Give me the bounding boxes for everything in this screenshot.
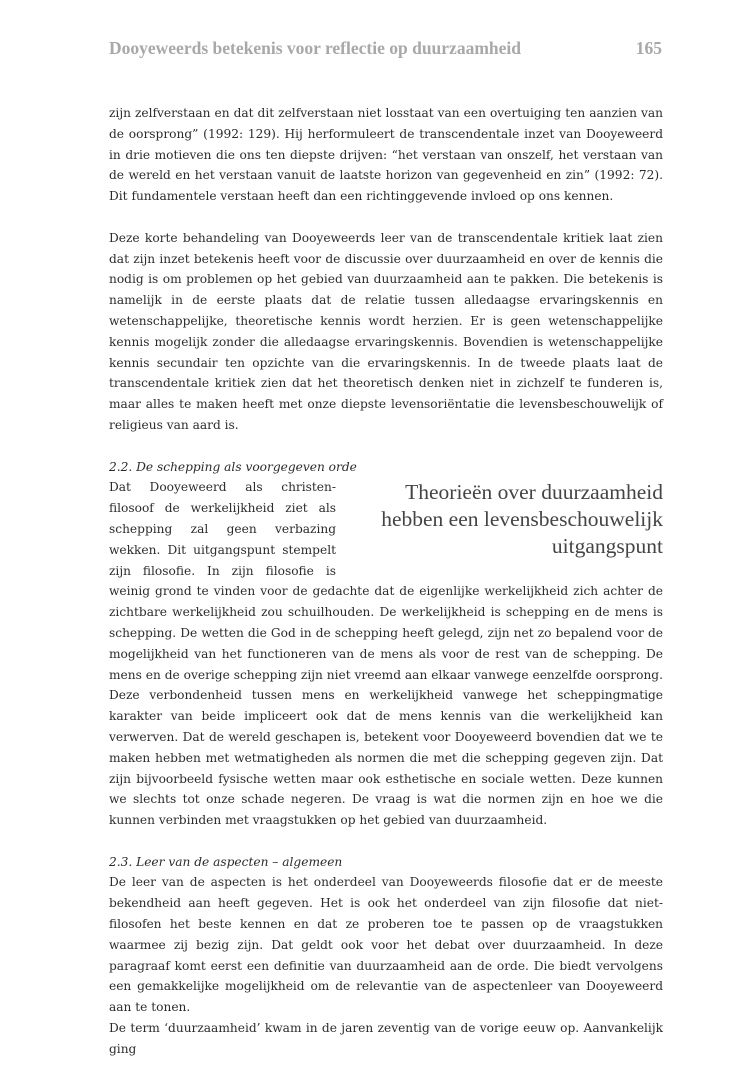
running-title: Dooyeweerds betekenis voor reflectie op duurzaamheid <box>109 38 522 58</box>
section-2-2-block <box>109 477 663 831</box>
pull-quote: Theorieën over duurzaamheid hebben een levensbeschouwelijk uitgangspunt <box>381 480 663 559</box>
section-heading-2-2: 2.2. De schepping als voorgegeven orde <box>109 459 357 474</box>
page-number: 165 <box>635 38 662 58</box>
section-heading-2-3: 2.3. Leer van de aspecten – algemeen <box>109 854 343 869</box>
paragraph-3: Dat Dooyeweerd als christen-filosoof de werkelijkheid ziet als schepping zal geen verbazing wekken. Dit uitgangspunt stempelt zijn filosofie. In zijn filosofie is weinig grond te vinden voor de gedachte dat de eigenlijke werkelijkheid zich achter de zichtbare werkelijkheid zou schuilhouden. De werkelijkheid is schepping en de mens is schepping. De wetten die God in de schepping heeft gelegd, zijn net zo bepalend voor de mogelijkheid van het functioneren van de mens als voor de rest van de schepping. De mens en de overige schepping zijn niet vreemd aan elkaar vanwege eenzelfde oorsprong. Deze verbondenheid tussen mens en werkelijkheid vanwege het scheppingmatige karakter van beide impliceert ook dat de mens kennis van die werkelijkheid kan verwerven. Dat de wereld geschapen is, betekent voor Dooyeweerd bovendien dat we te maken hebben met wetmatigheden als normen die met die schepping gegeven zijn. Dat zijn bijvoorbeeld fysische wetten maar ook esthetische en sociale wetten. Deze kunnen we slechts tot onze schade negeren. De vraag is wat die normen zijn en hoe we die kunnen verbinden met vraagstukken op het gebied van duurzaamheid. <box>109 480 663 828</box>
running-header <box>109 38 662 64</box>
paragraph-2: Deze korte behandeling van Dooyeweerds leer van de transcendentale kritiek laat zien dat zijn inzet betekenis heeft voor de discussie over duurzaamheid en over de kennis die nodig is om problemen op het gebied van duurzaamheid aan te pakken. Die betekenis is namelijk in de eerste plaats dat de relatie tussen alledaagse ervaringskennis en wetenschappelijke, theoretische kennis wordt herzien. Er is geen wetenschappelijke kennis mogelijk zonder die alledaagse ervaringskennis. Bovendien is wetenschappelijke kennis secundair ten opzichte van die ervaringskennis. In de tweede plaats laat de transcendentale kritiek zien dat het theoretisch denken niet in zichzelf te funderen is, maar alles te maken heeft met onze diepste levensoriëntatie die levensbeschouwelijk of religieus van aard is. <box>109 230 663 432</box>
paragraph-4: De leer van de aspecten is het onderdeel van Dooyeweerds filosofie dat er de meeste bekendheid aan heeft gegeven. Het is ook het onderdeel van zijn filosofie dat niet-filosofen het beste kennen en dat ze proberen toe te passen op de vraagstukken waarmee zij bezig zijn. Dat geldt ook voor het debat over duurzaamheid. In deze paragraaf komt eerst een definitie van duurzaamheid aan de orde. Die biedt vervolgens een gemakkelijke mogelijkheid om de relevantie van de aspectenleer van Dooyeweerd aan te tonen. <box>109 875 663 1015</box>
paragraph-5: De term ‘duurzaamheid’ kwam in de jaren zeventig van de vorige eeuw op. Aanvankelijk ging <box>109 1021 663 1056</box>
paragraph-1: zijn zelfverstaan en dat dit zelfverstaan niet losstaat van een overtuiging ten aanzien van de oorsprong” (1992: 129). Hij herformuleert de transcendentale inzet van Dooyeweerd in drie motieven die ons ten diepste drijven: “het verstaan van onszelf, het verstaan van de wereld en het verstaan vanuit de laatste horizon van gegevenheid en zin” (1992: 72). Dit fundamentele verstaan heeft dan een richtinggevende invloed op ons kennen. <box>109 106 663 204</box>
body-text <box>109 103 663 1060</box>
